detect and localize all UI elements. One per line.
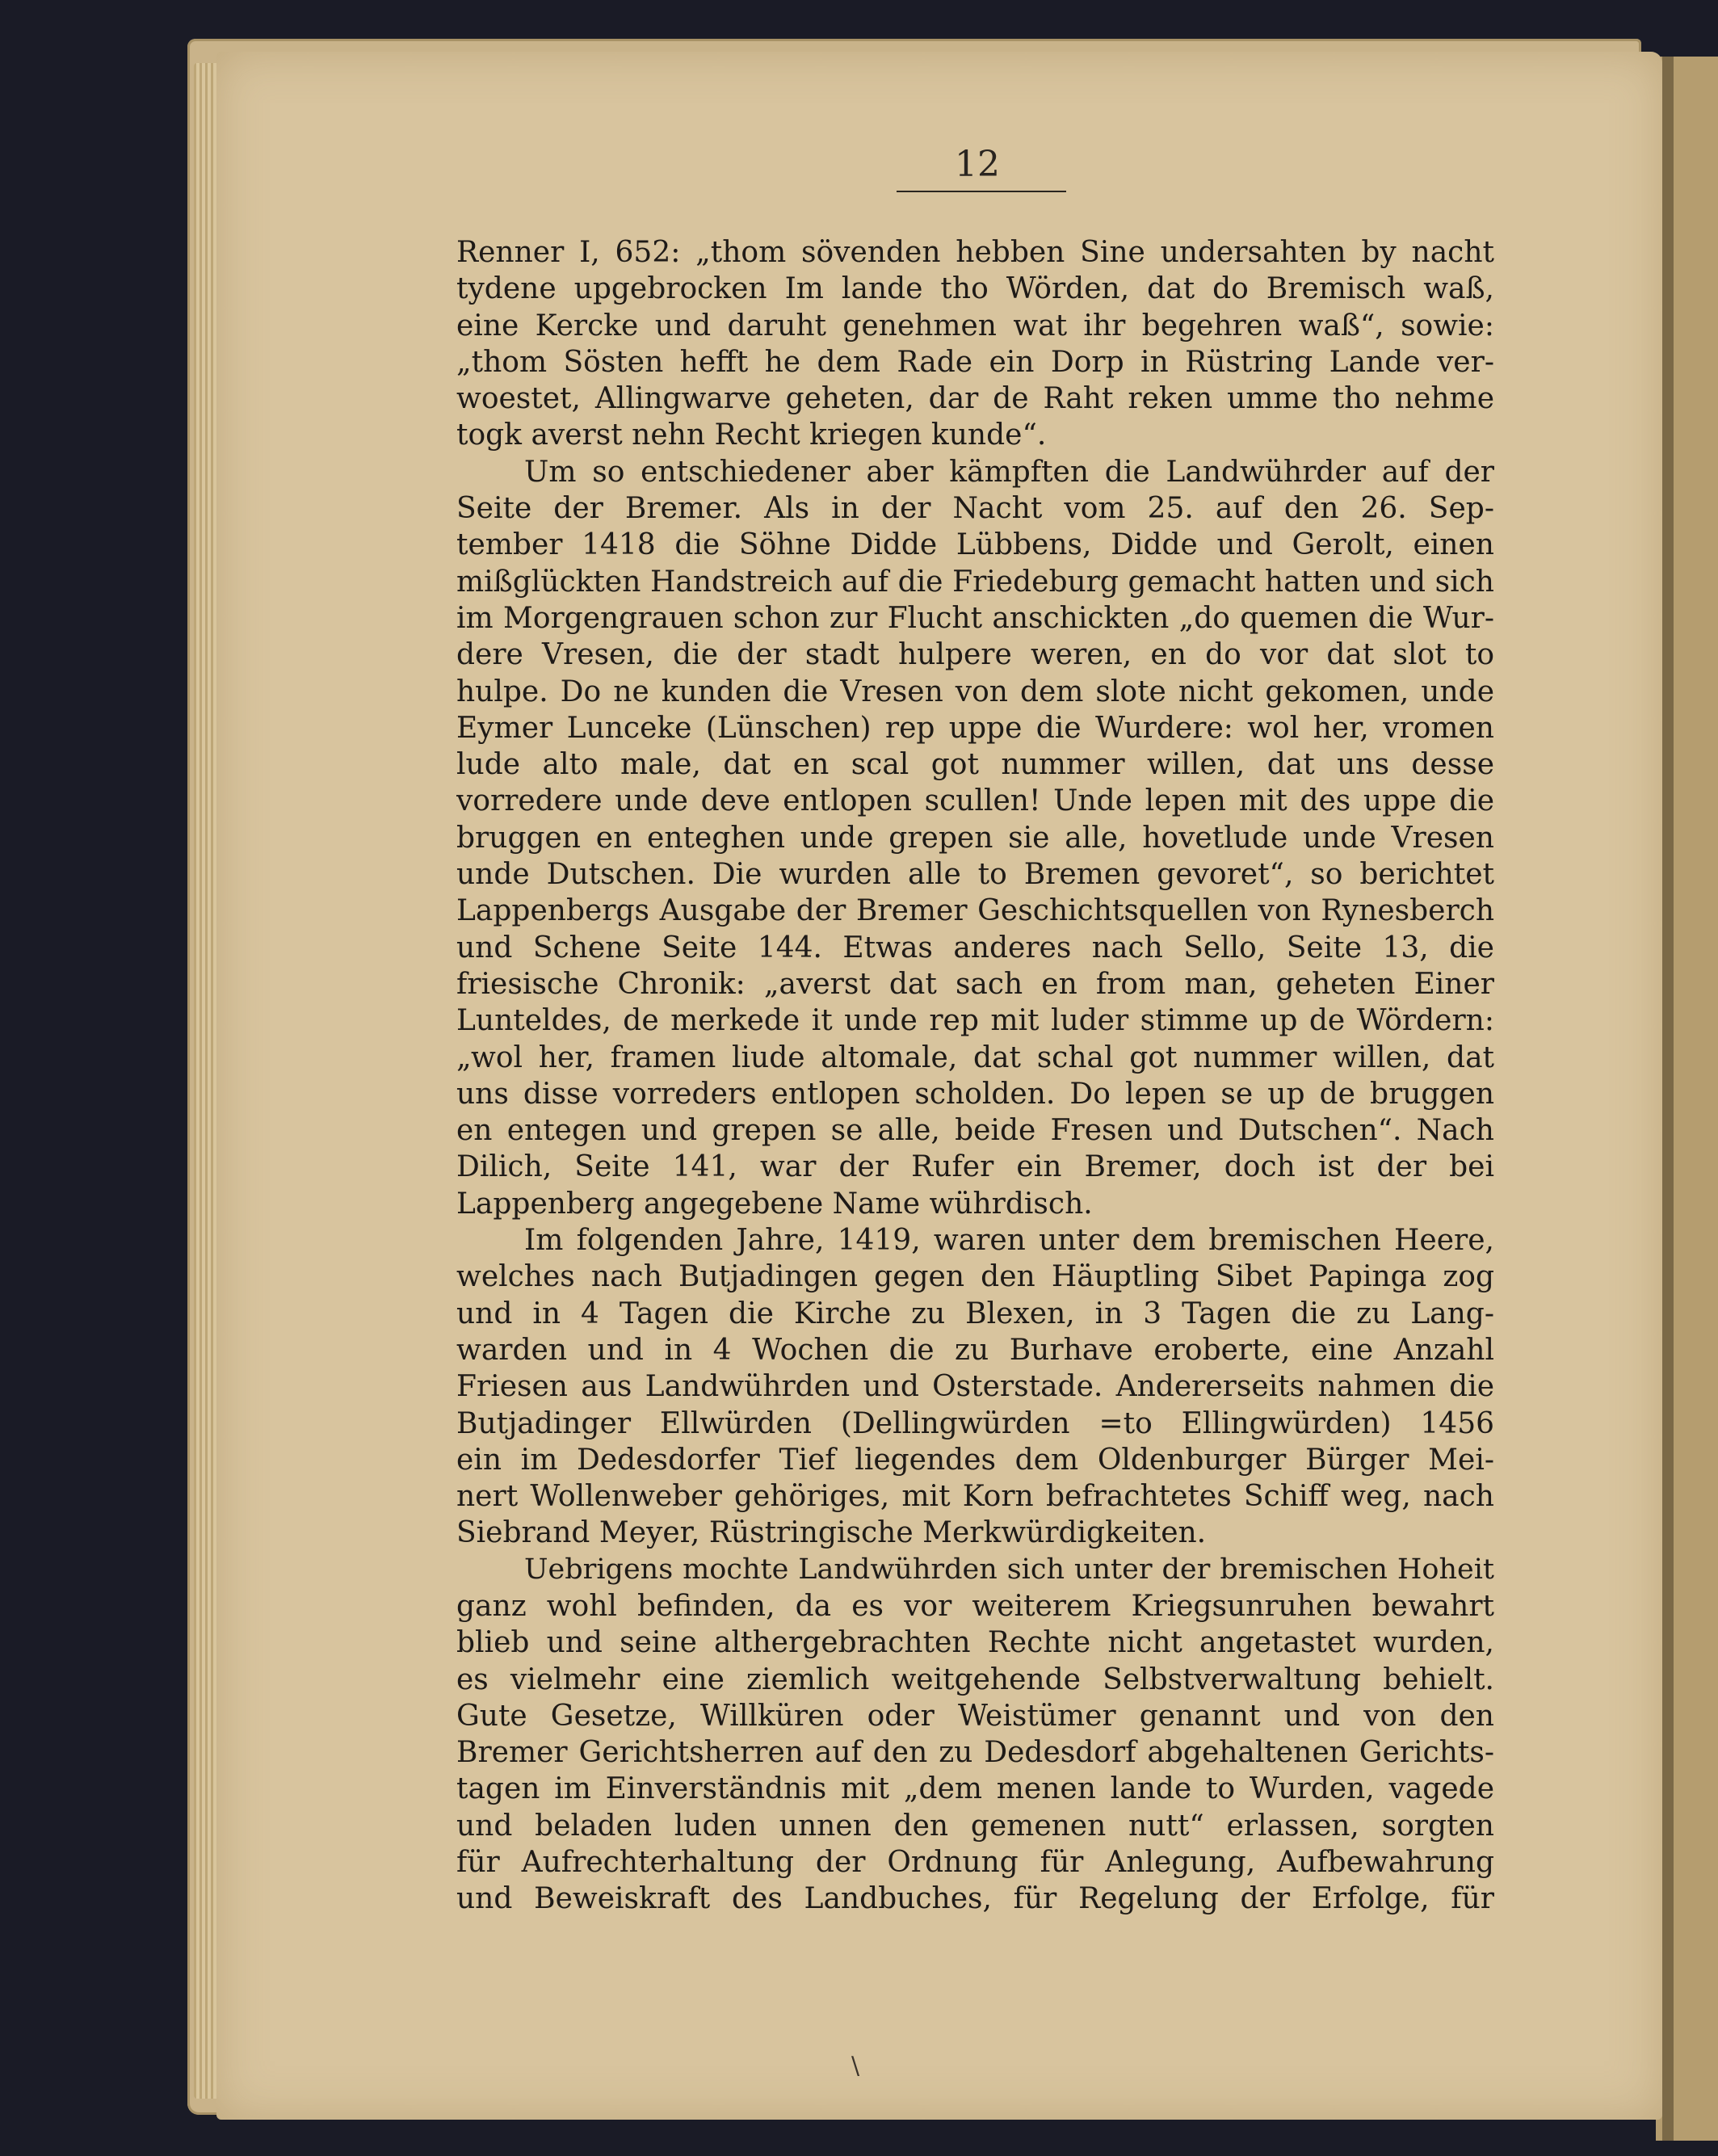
body-text xyxy=(456,234,1494,1918)
text-line: uns disse vorreders entlopen scholden. Do lepen se up de bruggen xyxy=(456,1077,1494,1111)
text-line: „wol her, framen liude altomale, dat schal got nummer willen, dat xyxy=(456,1040,1494,1074)
text-line: Dilich, Seite 141, war der Rufer ein Bremer, doch ist der bei xyxy=(456,1150,1494,1184)
text-line: und in 4 Tagen die Kirche zu Blexen, in 3 Tagen die zu Lang- xyxy=(456,1297,1494,1330)
text-line: tagen im Einverständnis mit „dem menen lande to Wurden, vagede xyxy=(456,1772,1494,1806)
text-line: Seite der Bremer. Als in der Nacht vom 25. auf den 26. Sep- xyxy=(456,492,1494,526)
text-line: „thom Sösten hefft he dem Rade ein Dorp in Rüstring Lande ver- xyxy=(456,345,1494,379)
text-line: Lunteldes, de merkede it unde rep mit luder stimme up de Wördern: xyxy=(456,1004,1494,1038)
text-line: tember 1418 die Söhne Didde Lübbens, Didde und Gerolt, einen xyxy=(456,528,1494,562)
text-line: Butjadinger Ellwürden (Dellingwürden =to Ellingwürden) 1456 xyxy=(456,1406,1494,1440)
text-line: warden und in 4 Wochen die zu Burhave eroberte, eine Anzahl xyxy=(456,1333,1494,1367)
text-line: und Beweiskraft des Landbuches, für Regelung der Erfolge, für xyxy=(456,1882,1494,1916)
text-line: Bremer Gerichtsherren auf den zu Dedesdorf abgehaltenen Gerichts- xyxy=(456,1736,1494,1770)
text-line: Lappenberg angegebene Name wührdisch. xyxy=(456,1187,1093,1221)
text-line: im Morgengrauen schon zur Flucht anschickten „do quemen die Wur- xyxy=(456,601,1494,635)
text-line: lude alto male, dat en scal got nummer willen, dat uns desse xyxy=(456,748,1494,782)
text-line: mißglückten Handstreich auf die Friedeburg gemacht hatten und sich xyxy=(456,565,1494,599)
text-line: es vielmehr eine ziemlich weitgehende Selbstverwaltung behielt. xyxy=(456,1662,1494,1696)
page-number-rule xyxy=(897,191,1066,192)
text-line: hulpe. Do ne kunden die Vresen von dem slote nicht gekomen, unde xyxy=(456,675,1494,708)
text-line: eine Kercke und daruht genehmen wat ihr begehren waß“, sowie: xyxy=(456,309,1494,343)
page-number: 12 xyxy=(955,144,1000,185)
text-line: togk averst nehn Recht kriegen kunde“. xyxy=(456,418,1047,452)
text-line: nert Wollenweber gehöriges, mit Korn befrachtetes Schiff weg, nach xyxy=(456,1480,1494,1514)
text-line: Friesen aus Landwührden und Osterstade. Andererseits nahmen die xyxy=(456,1370,1494,1404)
text-line: Eymer Lunceke (Lünschen) rep uppe die Wurdere: wol her, vromen xyxy=(456,711,1494,745)
text-line: en entegen und grepen se alle, beide Fresen und Dutschen“. Nach xyxy=(456,1114,1494,1148)
text-line: und beladen luden unnen den gemenen nutt“ erlassen, sorgten xyxy=(456,1809,1494,1843)
text-line: Siebrand Meyer, Rüstringische Merkwürdigkeiten. xyxy=(456,1516,1207,1550)
text-line: Um so entschiedener aber kämpften die Landwührder auf der xyxy=(524,455,1494,489)
text-line: welches nach Butjadingen gegen den Häuptling Sibet Papinga zog xyxy=(456,1260,1494,1294)
text-line: tydene upgebrocken Im lande tho Wörden, dat do Bremisch waß, xyxy=(456,272,1494,306)
text-line: Gute Gesetze, Willküren oder Weistümer genannt und von den xyxy=(456,1699,1494,1733)
text-line: und Schene Seite 144. Etwas anderes nach Sello, Seite 13, die xyxy=(456,931,1494,965)
text-line: bruggen en enteghen unde grepen sie alle, hovetlude unde Vresen xyxy=(456,821,1494,855)
bottom-mark: \ xyxy=(851,2052,860,2080)
text-line: vorredere unde deve entlopen scullen! Unde lepen mit des uppe die xyxy=(456,784,1494,818)
binding-shadow xyxy=(1662,57,1674,2141)
text-line: friesische Chronik: „averst dat sach en from man, geheten Einer xyxy=(456,967,1494,1001)
text-line: Renner I, 652: „thom sövenden hebben Sine undersahten by nacht xyxy=(456,236,1494,269)
text-line: Lappenbergs Ausgabe der Bremer Geschichtsquellen von Rynesberch xyxy=(456,894,1494,928)
text-line: Uebrigens mochte Landwührden sich unter der bremischen Hoheit xyxy=(524,1553,1494,1586)
text-line: ein im Dedesdorfer Tief liegendes dem Oldenburger Bürger Mei- xyxy=(456,1443,1494,1477)
text-line: ganz wohl befinden, da es vor weiterem Kriegsunruhen bewahrt xyxy=(456,1589,1494,1623)
text-line: für Aufrechterhaltung der Ordnung für Anlegung, Aufbewahrung xyxy=(456,1846,1494,1880)
text-line: blieb und seine althergebrachten Rechte nicht angetastet wurden, xyxy=(456,1626,1494,1660)
text-line: Im folgenden Jahre, 1419, waren unter dem bremischen Heere, xyxy=(524,1224,1494,1258)
text-line: woestet, Allingwarve geheten, dar de Raht reken umme tho nehme xyxy=(456,382,1494,416)
text-line: unde Dutschen. Die wurden alle to Bremen gevoret“, so berichtet xyxy=(456,858,1494,892)
text-line: dere Vresen, die der stadt hulpere weren, en do vor dat slot to xyxy=(456,638,1494,672)
